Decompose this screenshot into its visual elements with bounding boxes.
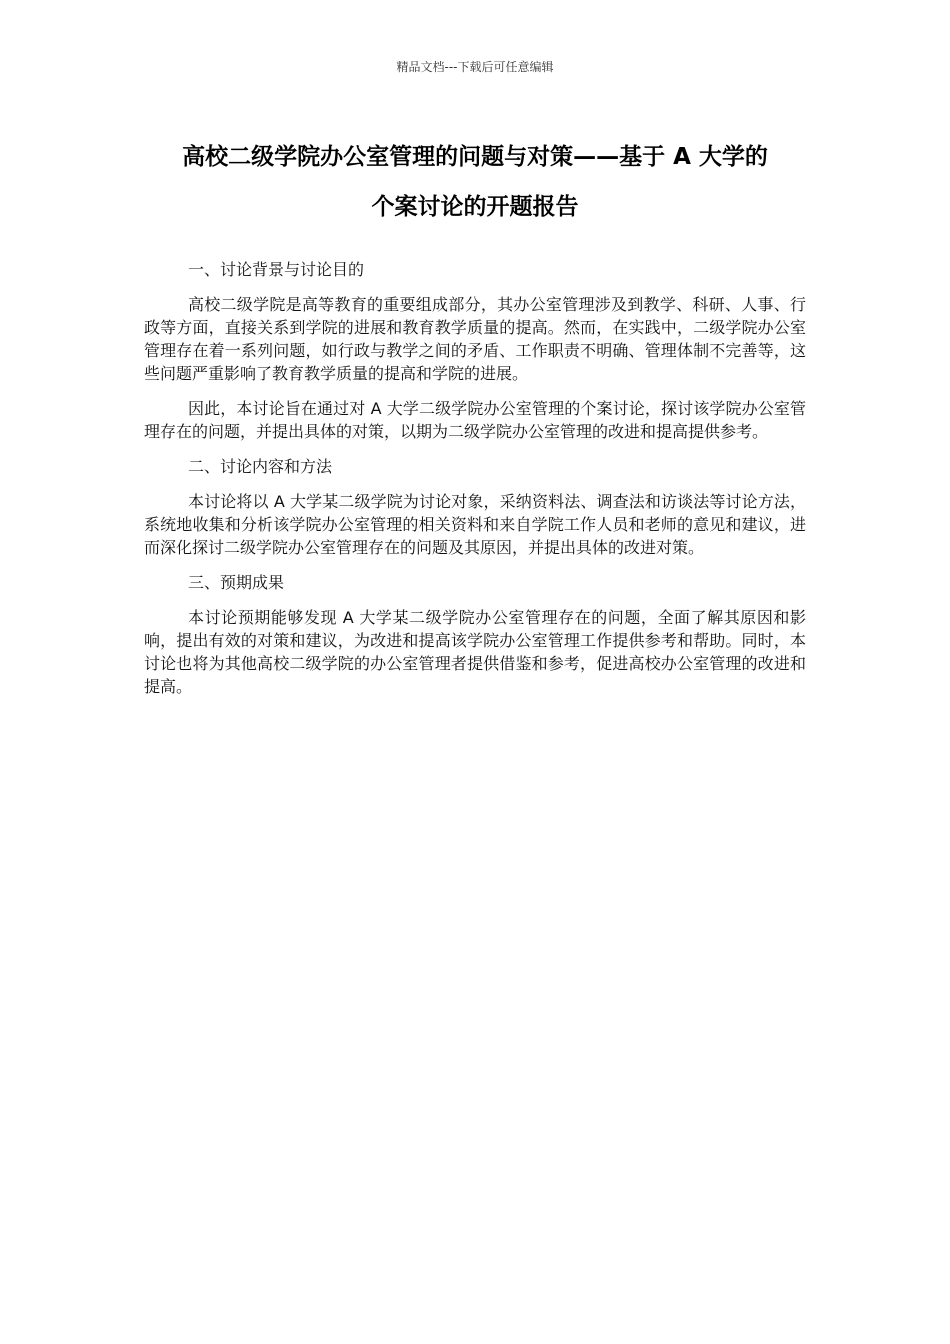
paragraph-background-1: 高校二级学院是高等教育的重要组成部分，其办公室管理涉及到教学、科研、人事、行政等方面，直接关系到学院的进展和教育教学质量的提高。然而，在实践中，二级学院办公室管理存在着一系列问题，如行政与教学之间的矛盾、工作职责不明确、管理体制不完善等，这些问题严重影响了教育教学质量的提高和学院的进展。 <box>144 295 806 383</box>
document-body <box>144 258 806 710</box>
paragraph-outcomes-1: 本讨论预期能够发现 A 大学某二级学院办公室管理存在的问题，全面了解其原因和影响，提出有效的对策和建议，为改进和提高该学院办公室管理工作提供参考和帮助。同时，本讨论也将为其他高校二级学院的办公室管理者提供借鉴和参考，促进高校办公室管理的改进和提高。 <box>144 608 806 696</box>
paragraph-background-2: 因此，本讨论旨在通过对 A 大学二级学院办公室管理的个案讨论，探讨该学院办公室管理存在的问题，并提出具体的对策，以期为二级学院办公室管理的改进和提高提供参考。 <box>144 399 806 441</box>
title-line-1: 高校二级学院办公室管理的问题与对策——基于 A 大学的 <box>182 144 768 170</box>
section-heading-background: 一、讨论背景与讨论目的 <box>188 260 365 279</box>
page-header-note: 精品文档---下载后可任意编辑 <box>396 60 554 74</box>
document-title <box>140 132 810 232</box>
title-line-2: 个案讨论的开题报告 <box>371 194 579 220</box>
section-heading-methods: 二、讨论内容和方法 <box>188 457 333 476</box>
section-heading-outcomes: 三、预期成果 <box>188 573 285 592</box>
paragraph-methods-1: 本讨论将以 A 大学某二级学院为讨论对象，采纳资料法、调查法和访谈法等讨论方法，系统地收集和分析该学院办公室管理的相关资料和来自学院工作人员和老师的意见和建议，进而深化探讨二级学院办公室管理存在的问题及其原因，并提出具体的改进对策。 <box>144 492 806 557</box>
